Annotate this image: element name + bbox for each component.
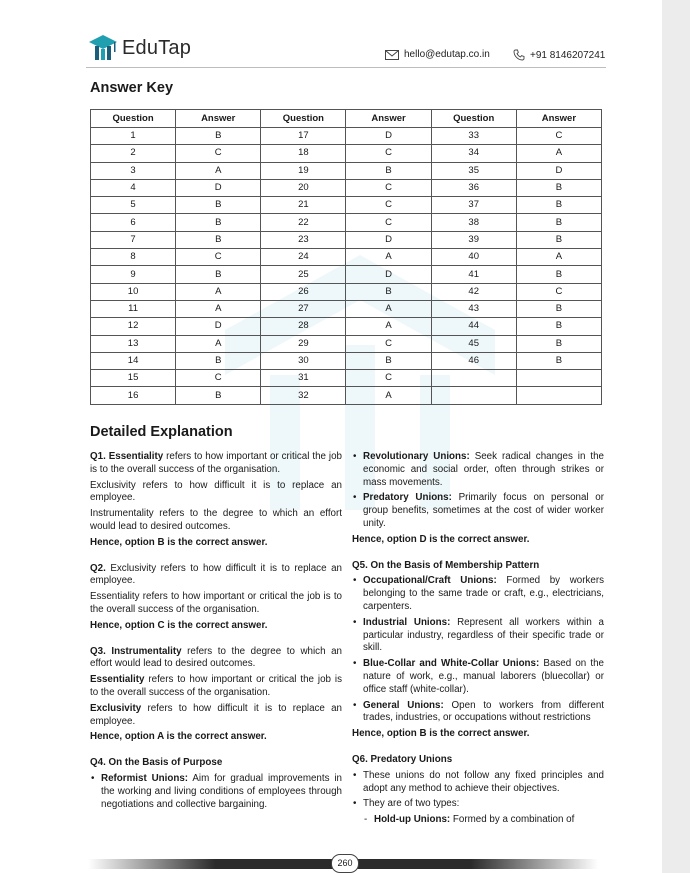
q6-list xyxy=(352,770,604,811)
q2-paragraph: Q2. Exclusivity refers to how difficult it is to replace an employee. xyxy=(90,562,342,587)
list-item: • These unions do not follow any fixed principles and adopt any method to achieve their objectives. xyxy=(352,770,604,796)
answer-key-title: Answer Key xyxy=(90,80,174,96)
question-cell: 13 xyxy=(91,335,176,352)
answer-cell: C xyxy=(346,214,431,231)
answer-cell: A xyxy=(516,249,601,266)
answer-cell: D xyxy=(176,179,261,196)
table-row xyxy=(91,387,602,404)
q3-answer: Hence, option A is the correct answer. xyxy=(90,731,267,743)
question-cell: 7 xyxy=(91,231,176,248)
answer-cell: A xyxy=(346,249,431,266)
question-cell: 42 xyxy=(431,283,516,300)
answer-cell: B xyxy=(176,266,261,283)
q4-list xyxy=(90,773,342,811)
question-cell: 44 xyxy=(431,318,516,335)
answer-cell: B xyxy=(346,162,431,179)
list-item: • Predatory Unions: Primarily focus on personal or group benefits, sometimes at the cost of wider worker unity. xyxy=(352,492,604,530)
answer-cell: B xyxy=(346,352,431,369)
question-cell: 24 xyxy=(261,249,346,266)
table-row xyxy=(91,231,602,248)
answer-cell: B xyxy=(516,179,601,196)
table-row xyxy=(91,283,602,300)
phone-icon xyxy=(513,49,525,61)
answer-cell: D xyxy=(516,162,601,179)
answer-cell: D xyxy=(176,318,261,335)
q5-title: Q5. On the Basis of Membership Pattern xyxy=(352,559,540,571)
header-cell: Answer xyxy=(346,110,431,128)
q1-paragraph: Q1. Essentiality refers to how important or critical the job is to the overall success of the organisation. xyxy=(90,451,342,475)
table-row xyxy=(91,128,602,145)
list-item: • They are of two types: xyxy=(352,798,604,811)
question-cell: 8 xyxy=(91,249,176,266)
q5-list xyxy=(352,575,604,725)
q3-essentiality: Essentiality refers to how important or critical the job is to the overall success of the organisation. xyxy=(90,674,342,698)
question-cell: 31 xyxy=(261,370,346,387)
list-item: • Industrial Unions: Represent all workers within a particular industry, regardless of their specific trade or skill. xyxy=(352,617,604,655)
contact-email[interactable] xyxy=(385,49,490,60)
q4-answer: Hence, option D is the correct answer. xyxy=(352,533,530,545)
question-cell: 3 xyxy=(91,162,176,179)
question-cell: 21 xyxy=(261,197,346,214)
header-cell: Question xyxy=(261,110,346,128)
table-row xyxy=(91,335,602,352)
answer-cell: B xyxy=(176,197,261,214)
q4-title: Q4. On the Basis of Purpose xyxy=(90,757,223,769)
explanation-left-column xyxy=(90,451,342,814)
question-cell: 23 xyxy=(261,231,346,248)
question-cell: 14 xyxy=(91,352,176,369)
q3-exclusivity: Exclusivity refers to how difficult it is to replace an employee. xyxy=(90,702,342,727)
q6-sub-list xyxy=(352,814,604,827)
table-row xyxy=(91,370,602,387)
question-cell: 19 xyxy=(261,162,346,179)
question-cell: 17 xyxy=(261,128,346,145)
q2-essentiality: Essentiality refers to how important or critical the job is to the overall success of the organisation. xyxy=(90,591,342,615)
answer-cell: A xyxy=(346,300,431,317)
q6-title: Q6. Predatory Unions xyxy=(352,753,453,765)
phone-text: +91 8146207241 xyxy=(530,49,606,61)
question-cell: 29 xyxy=(261,335,346,352)
answer-cell xyxy=(516,370,601,387)
contact-phone[interactable] xyxy=(513,49,605,61)
q1-answer: Hence, option B is the correct answer. xyxy=(90,536,268,548)
answer-cell: C xyxy=(346,335,431,352)
answer-cell: B xyxy=(516,231,601,248)
question-cell: 2 xyxy=(91,145,176,162)
question-cell: 46 xyxy=(431,352,516,369)
table-row xyxy=(91,179,602,196)
answer-cell: A xyxy=(516,145,601,162)
answer-cell: C xyxy=(346,179,431,196)
question-cell: 20 xyxy=(261,179,346,196)
question-cell: 5 xyxy=(91,197,176,214)
answer-cell: B xyxy=(516,318,601,335)
question-cell: 4 xyxy=(91,179,176,196)
answer-cell: D xyxy=(346,128,431,145)
table-row xyxy=(91,145,602,162)
table-row xyxy=(91,214,602,231)
list-item: • Revolutionary Unions: Seek radical changes in the economic and social order, often through strikes or mass movements. xyxy=(352,451,604,489)
table-row xyxy=(91,300,602,317)
answer-cell: B xyxy=(176,231,261,248)
question-cell: 45 xyxy=(431,335,516,352)
email-text: hello@edutap.co.in xyxy=(404,49,490,60)
q1-lead: Q1. Essentiality xyxy=(90,451,164,462)
page-edge xyxy=(662,0,690,873)
question-cell: 39 xyxy=(431,231,516,248)
header-cell: Question xyxy=(431,110,516,128)
brand-logo xyxy=(88,34,191,62)
question-cell: 35 xyxy=(431,162,516,179)
answer-cell: A xyxy=(176,300,261,317)
question-cell: 6 xyxy=(91,214,176,231)
list-item: • Occupational/Craft Unions: Formed by workers belonging to the same trade or craft, e.g., electricians, carpenters. xyxy=(352,575,604,613)
question-cell: 43 xyxy=(431,300,516,317)
answer-cell: A xyxy=(346,318,431,335)
page-number: 260 xyxy=(331,854,359,873)
question-cell: 38 xyxy=(431,214,516,231)
answer-key-table xyxy=(90,109,602,405)
answer-cell: B xyxy=(516,197,601,214)
question-cell: 27 xyxy=(261,300,346,317)
graduation-cap-icon xyxy=(88,34,118,62)
answer-cell: A xyxy=(176,283,261,300)
question-cell: 11 xyxy=(91,300,176,317)
question-cell: 28 xyxy=(261,318,346,335)
detailed-explanation-title: Detailed Explanation xyxy=(90,424,233,440)
table-row xyxy=(91,318,602,335)
question-cell xyxy=(431,370,516,387)
answer-cell: B xyxy=(346,283,431,300)
question-cell: 22 xyxy=(261,214,346,231)
answer-cell: D xyxy=(346,231,431,248)
answer-key-body xyxy=(91,128,602,405)
q5-answer: Hence, option B is the correct answer. xyxy=(352,728,530,740)
answer-cell xyxy=(516,387,601,404)
question-cell: 12 xyxy=(91,318,176,335)
table-row xyxy=(91,266,602,283)
table-header-row xyxy=(91,110,602,128)
answer-cell: A xyxy=(346,387,431,404)
q3-lead: Q3. Instrumentality xyxy=(90,645,182,657)
answer-cell: C xyxy=(176,145,261,162)
answer-cell: C xyxy=(176,370,261,387)
list-item: • Reformist Unions: Aim for gradual improvements in the working and living conditions of employees through negotiations and collective bargaining. xyxy=(90,773,342,811)
question-cell: 15 xyxy=(91,370,176,387)
table-row xyxy=(91,249,602,266)
list-item: • Blue-Collar and White-Collar Unions: Based on the nature of work, e.g., manual laborers (bluecollar) or office staff (white-collar). xyxy=(352,658,604,696)
question-cell: 37 xyxy=(431,197,516,214)
answer-cell: B xyxy=(176,352,261,369)
question-cell: 36 xyxy=(431,179,516,196)
answer-cell: B xyxy=(176,214,261,231)
answer-cell: B xyxy=(516,335,601,352)
question-cell: 30 xyxy=(261,352,346,369)
question-cell: 10 xyxy=(91,283,176,300)
question-cell: 18 xyxy=(261,145,346,162)
question-cell: 16 xyxy=(91,387,176,404)
mail-icon xyxy=(385,50,399,60)
answer-cell: B xyxy=(176,387,261,404)
q3-paragraph: Q3. Instrumentality refers to the degree to which an effort would lead to desired outcomes. xyxy=(90,645,342,670)
q1-instrumentality: Instrumentality refers to the degree to which an effort would lead to desired outcomes. xyxy=(90,508,342,532)
header-cell: Answer xyxy=(176,110,261,128)
explanation-right-column xyxy=(352,451,604,830)
answer-cell: B xyxy=(516,214,601,231)
answer-cell: A xyxy=(176,335,261,352)
answer-cell: A xyxy=(176,162,261,179)
question-cell: 34 xyxy=(431,145,516,162)
question-cell: 26 xyxy=(261,283,346,300)
answer-cell: B xyxy=(516,266,601,283)
answer-cell: B xyxy=(516,352,601,369)
answer-cell: B xyxy=(516,300,601,317)
list-item: • General Unions: Open to workers from different trades, industries, or occupations without restrictions xyxy=(352,700,604,726)
header-cell: Answer xyxy=(516,110,601,128)
q2-lead: Q2. xyxy=(90,562,106,574)
q1-exclusivity: Exclusivity refers to how difficult it is to replace an employee. xyxy=(90,479,342,504)
answer-cell: C xyxy=(346,370,431,387)
answer-cell: C xyxy=(516,283,601,300)
question-cell: 1 xyxy=(91,128,176,145)
answer-cell: C xyxy=(346,197,431,214)
header-divider xyxy=(86,67,606,68)
question-cell: 41 xyxy=(431,266,516,283)
question-cell: 33 xyxy=(431,128,516,145)
answer-cell: D xyxy=(346,266,431,283)
list-item: - Hold-up Unions: Formed by a combination of xyxy=(363,814,604,827)
brand-name: EduTap xyxy=(122,36,192,59)
q4-list-continued xyxy=(352,451,604,531)
question-cell: 32 xyxy=(261,387,346,404)
answer-cell: B xyxy=(176,128,261,145)
question-cell xyxy=(431,387,516,404)
answer-cell: C xyxy=(176,249,261,266)
table-row xyxy=(91,162,602,179)
table-row xyxy=(91,197,602,214)
question-cell: 9 xyxy=(91,266,176,283)
question-cell: 25 xyxy=(261,266,346,283)
answer-cell: C xyxy=(516,128,601,145)
question-cell: 40 xyxy=(431,249,516,266)
table-row xyxy=(91,352,602,369)
header-cell: Question xyxy=(91,110,176,128)
q2-answer: Hence, option C is the correct answer. xyxy=(90,619,268,631)
answer-cell: C xyxy=(346,145,431,162)
